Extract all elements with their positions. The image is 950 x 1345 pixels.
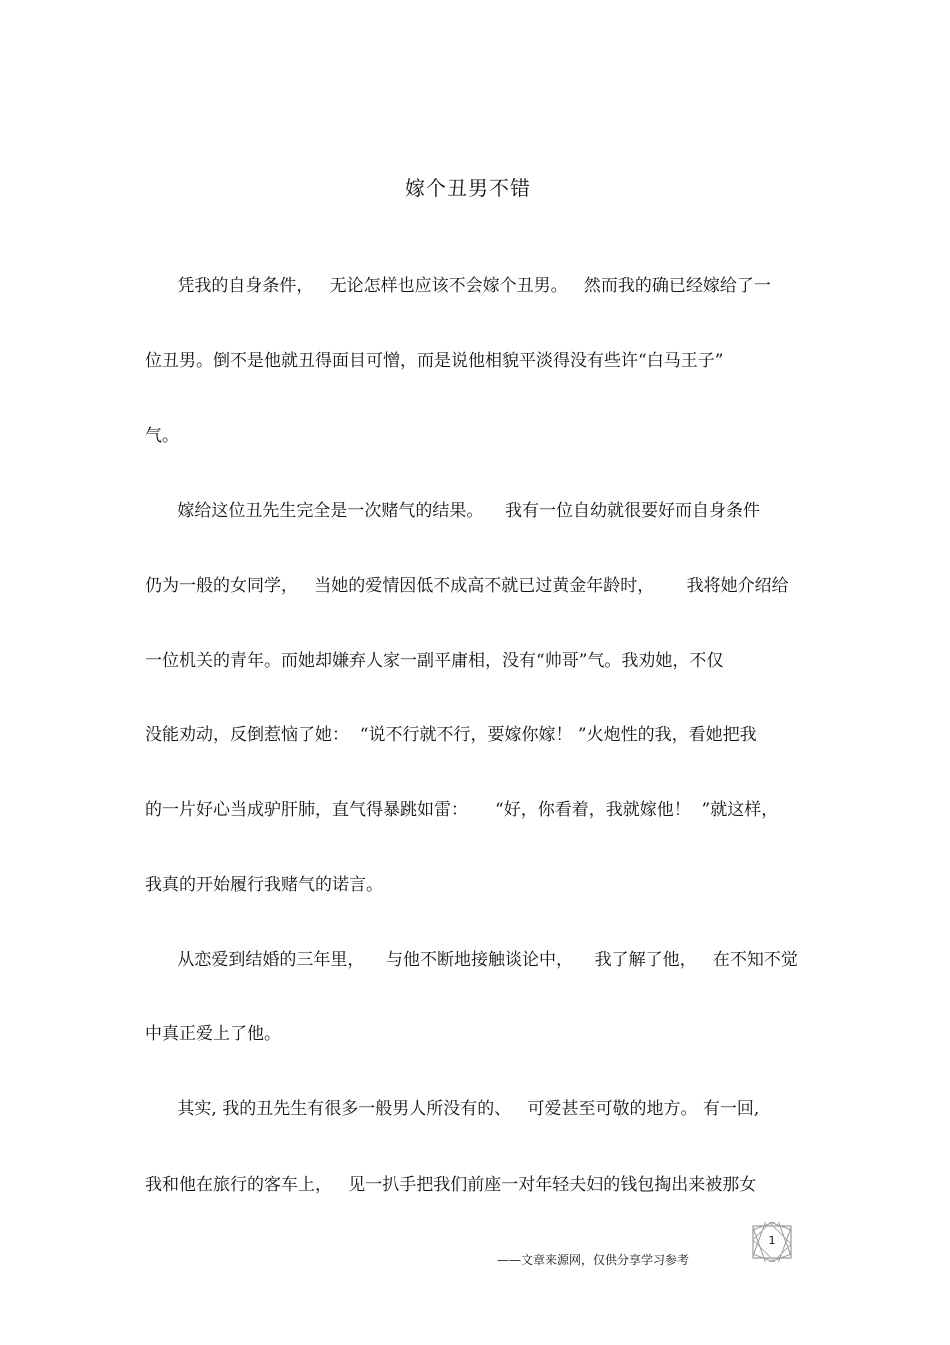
text-line: 从恋爱到结婚的三年里， 与他不断地接触谈论中， 我了解了他， 在不知不觉 [145,950,798,970]
text-line: 的一片好心当成驴肝肺，直气得暴跳如雷： “好，你看着，我就嫁他！ ”就这样， [145,800,779,820]
document-title: 嫁个丑男不错 [405,176,531,200]
text-line: 位丑男。倒不是他就丑得面目可憎，而是说他相貌平淡得没有些许“白马王子” [145,351,724,371]
text-line: 凭我的自身条件， 无论怎样也应该不会嫁个丑男。 然而我的确已经嫁给了一 [145,276,771,296]
text-line: 仍为一般的女同学， 当她的爱情因低不成高不就已过黄金年龄时， 我将她介绍给 [145,576,789,596]
text-line: 没能劝动，反倒惹恼了她： “说不行就不行，要嫁你嫁！ ”火炮性的我，看她把我 [145,725,757,745]
page-number: 1 [768,1234,776,1247]
text-line: 气。 [145,426,179,446]
text-line: 嫁给这位丑先生完全是一次赌气的结果。 我有一位自幼就很要好而自身条件 [145,501,761,521]
text-line: 我和他在旅行的客车上， 见一扒手把我们前座一对年轻夫妇的钱包掏出来被那女 [145,1175,757,1195]
footer-note: ——文章来源网，仅供分享学习参考 [497,1253,690,1267]
text-line: 其实, 我的丑先生有很多一般男人所没有的、 可爱甚至可敬的地方。 有一回, [145,1099,760,1119]
text-line: 一位机关的青年。而她却嫌弃人家一副平庸相，没有“帅哥”气。我劝她，不仅 [145,651,724,671]
text-line: 我真的开始履行我赌气的诺言。 [145,875,383,895]
text-line: 中真正爱上了他。 [145,1024,281,1044]
